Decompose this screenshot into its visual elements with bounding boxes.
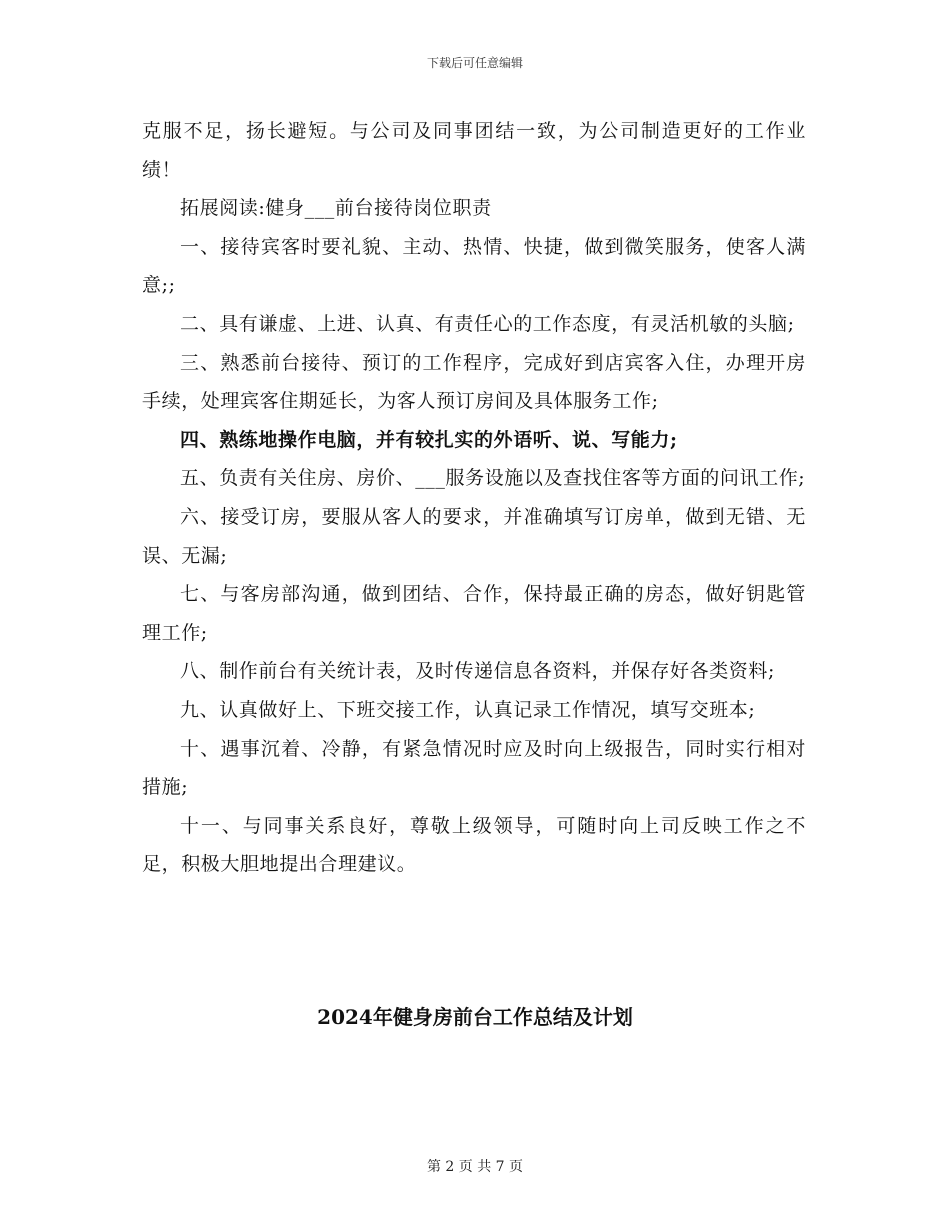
duty-item-1: 一、接待宾客时要礼貌、主动、热情、快捷，做到微笑服务，使客人满意;; xyxy=(142,235,806,297)
page-number-footer: 第 2 页 共 7 页 xyxy=(426,1159,524,1175)
duty-item-8: 八、制作前台有关统计表，及时传递信息各资料，并保存好各类资料; xyxy=(180,660,776,683)
duty-item-2: 二、具有谦虚、上进、认真、有责任心的工作态度，有灵活机敏的头脑; xyxy=(180,312,795,335)
duty-item-7: 七、与客房部沟通，做到团结、合作，保持最正确的房态，做好钥匙管理工作; xyxy=(142,583,806,644)
duty-item-4: 四、熟练地操作电脑，并有较扎实的外语听、说、写能力; xyxy=(180,428,678,451)
duty-item-10: 十、遇事沉着、冷静，有紧急情况时应及时向上级报告，同时实行相对措施; xyxy=(142,737,806,799)
document-body xyxy=(142,112,806,884)
duty-item-9: 九、认真做好上、下班交接工作，认真记录工作情况，填写交班本; xyxy=(180,698,756,721)
next-document-title: 2024年健身房前台工作总结及计划 xyxy=(317,1005,633,1029)
duty-item-6: 六、接受订房，要服从客人的要求，并准确填写订房单，做到无错、无误、无漏; xyxy=(142,505,806,567)
duty-item-5: 五、负责有关住房、房价、___服务设施以及查找住客等方面的问讯工作; xyxy=(180,467,806,490)
paragraph-continuation: 克服不足，扬长避短。与公司及同事团结一致，为公司制造更好的工作业绩！ xyxy=(142,120,806,181)
page-header-note: 下载后可任意编辑 xyxy=(426,56,523,70)
duty-item-3: 三、熟悉前台接待、预订的工作程序，完成好到店宾客入住，办理开房手续，处理宾客住期延长，为客人预订房间及具体服务工作; xyxy=(142,351,806,413)
extended-reading-heading: 拓展阅读:健身___前台接待岗位职责 xyxy=(180,197,492,220)
duty-item-11: 十一、与同事关系良好，尊敬上级领导，可随时向上司反映工作之不足，积极大胆地提出合理建议。 xyxy=(142,814,806,876)
